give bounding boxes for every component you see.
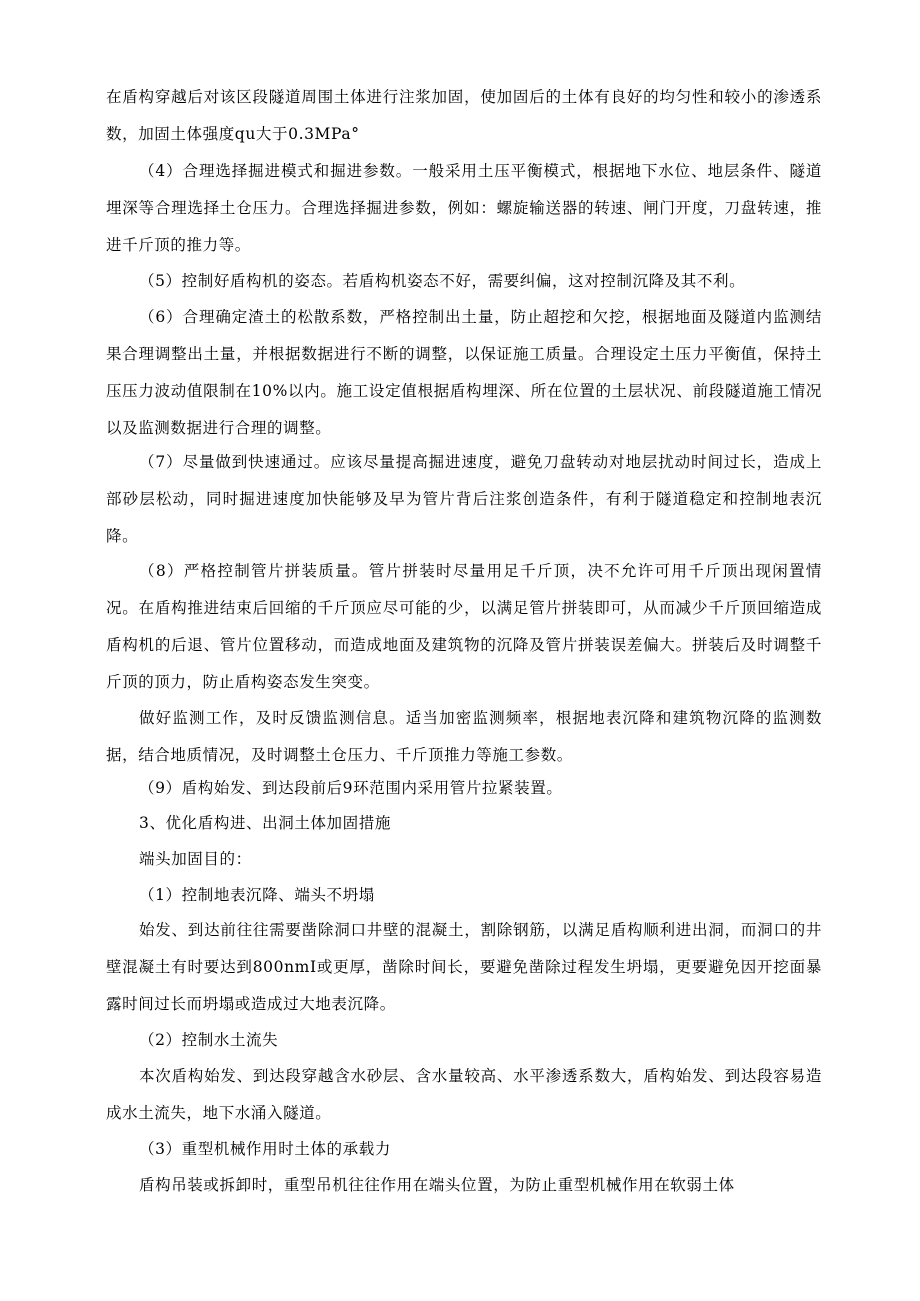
paragraph-monitoring: 做好监测工作，及时反馈监测信息。适当加密监测频率，根据地表沉降和建筑物沉降的监测数据，结合地质情况，及时调整土仓压力、千斤顶推力等施工参数。 (106, 709, 822, 764)
paragraph-item-8: （8）严格控制管片拼装质量。管片拼装时尽量用足千斤顶，决不允许可用千斤顶出现闲置情况。在盾构推进结束后回缩的千斤顶应尽可能的少，以满足管片拼装即可，从而减少千斤顶回缩造成盾构机的后退、管片位置移动，而造成地面及建筑物的沉降及管片拼装误差偏大。拼装后及时调整千斤顶的顶力，防止盾构姿态发生突变。 (106, 562, 822, 691)
subheading-3: （3）重型机械作用时土体的承载力 (139, 1140, 391, 1158)
subheading-2: （2）控制水土流失 (139, 1031, 279, 1049)
paragraph-reinforcement-purpose: 端头加固目的： (139, 850, 252, 868)
paragraph-grouting-reinforcement: 在盾构穿越后对该区段隧道周围土体进行注浆加固，使加固后的土体有良好的均匀性和较小的渗透系数，加固土体强度qu大于0.3MPa° (106, 88, 822, 143)
paragraph-item-9: （9）盾构始发、到达段前后9环范围内采用管片拉紧装置。 (139, 779, 563, 797)
paragraph-launch-arrival: 始发、到达前往往需要凿除洞口井壁的混凝土，割除钢筋，以满足盾构顺利进出洞，而洞口的井壁混凝土有时要达到800nmI或更厚，凿除时间长，要避免凿除过程发生坍塌，更要避免因开挖面暴露时间过长而坍塌或造成过大地表沉降。 (106, 921, 822, 1013)
paragraph-item-6: （6）合理确定渣土的松散系数，严格控制出土量，防止超挖和欠挖，根据地面及隧道内监测结果合理调整出土量，并根据数据进行不断的调整，以保证施工质量。合理设定土压力平衡值，保持土压压力波动值限制在10%以内。施工设定值根据盾构埋深、所在位置的土层状况、前段隧道施工情况以及监测数据进行合理的调整。 (106, 308, 822, 437)
subheading-1: （1）控制地表沉降、端头不坍塌 (139, 886, 375, 904)
section-heading-3: 3、优化盾构进、出洞土体加固措施 (139, 814, 391, 832)
paragraph-item-4: （4）合理选择掘进模式和掘进参数。一般采用土压平衡模式，根据地下水位、地层条件、隧道埋深等合理选择土仓压力。合理选择掘进参数，例如：螺旋输送器的转速、闸门开度，刀盘转速，推进千斤顶的推力等。 (106, 162, 822, 254)
paragraph-item-5: （5）控制好盾构机的姿态。若盾构机姿态不好，需要纠偏，这对控制沉降及其不利。 (139, 272, 746, 290)
paragraph-water-soil-loss: 本次盾构始发、到达段穿越含水砂层、含水量较高、水平渗透系数大，盾构始发、到达段容易造成水土流失，地下水涌入隧道。 (106, 1067, 822, 1122)
paragraph-heavy-machinery: 盾构吊装或拆卸时，重型吊机往往作用在端头位置，为防止重型机械作用在软弱土体 (139, 1176, 735, 1194)
paragraph-item-7: （7）尽量做到快速通过。应该尽量提高掘进速度，避免刀盘转动对地层扰动时间过长，造成上部砂层松动，同时掘进速度加快能够及早为管片背后注浆创造条件，有利于隧道稳定和控制地表沉降。 (106, 453, 822, 545)
